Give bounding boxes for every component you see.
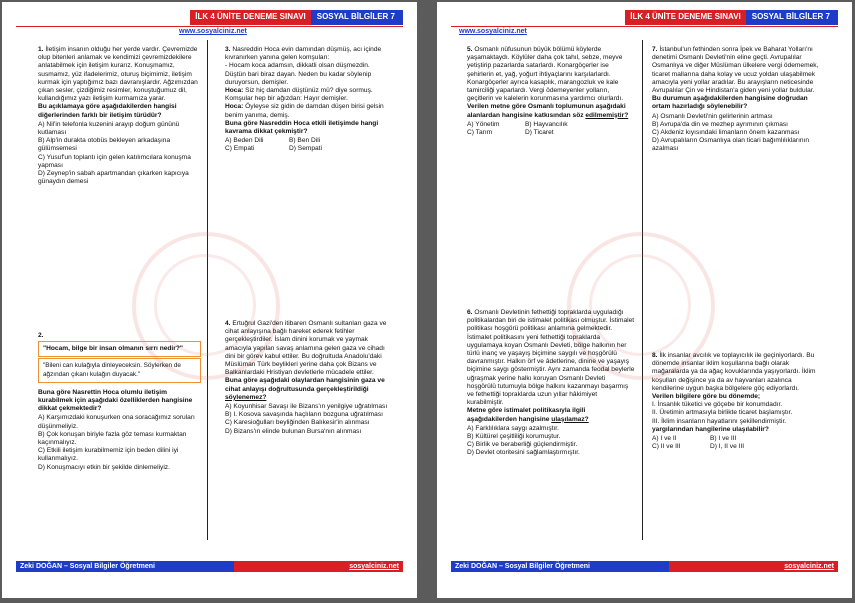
option-b[interactable]: B) Alp'in durakta otobüs bekleyen arkadaşına gülümsemesi	[38, 137, 171, 153]
option-c[interactable]: C) Tarım	[467, 129, 493, 137]
question-text: Osmanlı nüfusunun büyük bölümü köylerde yaşamaktaydı. Köylüler daha çok tahıl, sebze, meyve yetiştirip pazarlarda satarlardı. Konargöçerler ise şehirlerin et, yağ, yoğurt ihtiyaçlarını karşılarlardı. Konargöçerler ayrıca kasaplık, marangozluk ve kale tamirciliği yaparlardı. Vergi ödemeyenler yolların, geçitlerin ve kalelerin korunmasına yardımcı olurlardı.	[467, 46, 624, 103]
site-link[interactable]: www.sosyalciniz.net	[459, 28, 527, 35]
statement-item: I. İnsanlık tüketici ve göçebe bir konumdadır.	[652, 401, 783, 409]
options-list	[225, 137, 388, 153]
question-prompt	[467, 103, 633, 119]
option-d[interactable]: D) Konuşmacıyı etkin bir şekilde dinlemeliyiz.	[38, 463, 170, 471]
question-number: 1.	[38, 46, 44, 53]
option-d[interactable]: D) Ticaret	[525, 129, 554, 137]
option-b[interactable]: B) I. Kosova savaşında haçlıların bozguna uğratılması	[225, 411, 383, 419]
statement-item: III. İklim insanların hayatlarını şekillendirmiştir.	[652, 417, 787, 425]
statement-item: II. Üretimin artmasıyla birlikte ticaret başlamıştır.	[652, 409, 793, 417]
option-a[interactable]: A) Osmanlı Devleti'nin gelirlerinin artması	[652, 112, 773, 120]
footer-site-link[interactable]: sosyalciniz.net	[669, 561, 838, 572]
option-c[interactable]: C) II ve III	[652, 443, 681, 451]
option-c[interactable]: C) Etkili iletişim kurabilmemiz için beden dilini iyi kullanmalıyız.	[38, 447, 179, 463]
given-statement: Verilen bilgilere göre bu dönemde;	[652, 393, 761, 401]
footer-author: Zeki DOĞAN – Sosyal Bilgiler Öğretmeni	[16, 561, 240, 572]
option-c[interactable]: C) Empati	[225, 145, 255, 153]
option-b[interactable]: B) Ben Dili	[289, 137, 321, 145]
question-prompt-emphasis: edilmemiştir?	[585, 111, 629, 119]
question-text: Ertuğrul Gazi'den itibaren Osmanlı sultanları gaza ve cihat anlayışına bağlı hareket ederek fetihler gerçekleştirdiler. İslam dinini korumak ve yaymak amacıyla yapılan savaş anlamına gelen gaza ve cihadı dini bir görev kabul ettiler. Bu doğrultuda Anadolu'daki Müslüman Türk beylikleri yerine daha çok Bizans ve Balkanlardaki Hristiyan devletlerle mücadele ettiler.	[225, 320, 387, 377]
options-list	[467, 121, 633, 137]
option-d[interactable]: D) I, II ve III	[710, 443, 745, 451]
question-text-line: - Hocam koca adamsın, dikkatli olsan düşmezdin. Düştün bari biraz dayan. Neden bu kadar söylenip duruyorsun, demişler.	[225, 62, 372, 86]
question-6	[467, 309, 635, 458]
neighbors-text: Komşular hep bir ağızdan: Hayır demişler.	[225, 95, 348, 103]
question-prompt: Bu durumun aşağıdakilerden hangisine doğrudan ortam hazırladığı söylenebilir?	[652, 95, 808, 111]
question-prompt: yargılarından hangilerine ulaşılabilir?	[652, 425, 769, 433]
question-prompt: Buna göre Nasreddin Hoca etkili iletişimde hangi kavrama dikkat çekmiştir?	[225, 119, 379, 136]
page-footer	[16, 561, 403, 572]
question-prompt: Buna göre Nasrettin Hoca olumlu iletişim kurabilmek için aşağıdaki özelliklerden hangisine dikkat çekmektedir?	[38, 388, 193, 413]
option-a[interactable]: A) Karşımızdaki konuşurken ona soracağımız soruları düşünmeliyiz.	[38, 414, 195, 430]
question-text: İstanbul'un fethinden sonra İpek ve Baharat Yolları'nı denetimi Osmanlı Devleti'nin eline geçti. Avrupalılar Osmanlıya ve diğer Müslüman ülkelere vergi ödememek, ticaret mallarına daha kolay ve ucuz yoldan ulaşabilmek amacıyla yeni yollar aradılar. Bu arayışların neticesinde Avrupalılar Çin ve Hindistan'a giden yeni yollar buldular.	[652, 46, 819, 95]
option-b[interactable]: B) Hayvancılık	[525, 120, 568, 128]
option-a[interactable]: A) Nil'in telefonla kuzenini arayıp doğum gününü kutlaması	[38, 120, 180, 137]
question-8	[652, 352, 822, 451]
option-a[interactable]: A) Koyunhisar Savaşı ile Bizans'ın yenilgiye uğratılması	[225, 403, 388, 411]
question-number: 8.	[652, 352, 658, 359]
page-footer	[451, 561, 838, 572]
question-5	[467, 46, 633, 137]
question-prompt-text: Buna göre aşağıdaki olaylardan hangisinin gaza ve cihat anlayışı doğrultusunda gerçekleştirildiği	[225, 377, 385, 393]
header-rule	[16, 26, 403, 27]
options-list	[467, 425, 635, 458]
question-text: İletişim insanın olduğu her yerde vardır. Çevremizde olup bitenleri anlamak ve kendimizi çevremizdekilere anlatabilmek için iletişim kurarız. Konuşmamız, susmamız, yüz ifadelerimiz, oturuş biçimimiz, iletişim kurmak için yaptığımız bazı davranışlardır. Ağzımızdan çıkan sesler, çizdiğimiz resimler, konuştuğumuz dil, kullandığımız yazı iletişim kurmamıza yarar.	[38, 46, 198, 103]
option-b[interactable]: B) Avrupa'da din ve mezhep ayrımının çıkması	[652, 120, 789, 128]
option-b[interactable]: B) Çok konuşan biriyle fazla göz teması kurmaktan kaçınmalıyız.	[38, 430, 187, 447]
option-a[interactable]: A) I ve II	[652, 435, 677, 443]
subject-label: SOSYAL BİLGİLER 7	[746, 10, 838, 25]
question-text-line: Nasreddin Hoca evin damından düşmüş, acı içinde kıvranırken yanına gelen komşuları:	[225, 46, 382, 62]
question-3	[225, 46, 388, 154]
options-list	[652, 113, 824, 154]
option-a[interactable]: A) Farklılıklara saygı azalmıştır.	[467, 424, 559, 432]
question-7	[652, 46, 824, 154]
option-c[interactable]: C) Birlik ve beraberliği güçlendirmiştir.	[467, 441, 578, 449]
site-link[interactable]: www.sosyalciniz.net	[179, 28, 247, 35]
question-prompt	[467, 407, 635, 423]
question-prompt	[225, 377, 388, 402]
question-4	[225, 320, 388, 436]
page-header	[625, 10, 838, 25]
header-rule	[451, 26, 838, 27]
question-number: 4.	[225, 320, 231, 327]
question-prompt-text: Metne göre istimalet politikasıyla ilgili aşağıdakilerden hangisine	[467, 407, 586, 423]
option-c[interactable]: C) Yusuf'un toplantı için gelen katılımcılara konuşma yapması	[38, 153, 191, 169]
question-prompt-emphasis: ulaşılamaz?	[551, 415, 589, 423]
question-text: İlk insanlar avcılık ve toplayıcılık ile geçiniyorlardı. Bu dönemde insanlar iklim koşullarına bağlı olarak mağaralarda ya da ağaç kovuklarında yaşıyorlardı. İklim koşulları değişince ya da av hayvanları azalınca kendilerine uygun başka bölgelere göç ediyorlardı.	[652, 352, 816, 392]
options-list	[38, 121, 198, 187]
option-b[interactable]: B) Kültürel çeşitliliği korumuştur.	[467, 433, 561, 441]
page-header	[190, 10, 403, 25]
option-b[interactable]: B) I ve III	[710, 435, 737, 443]
exam-page-left	[2, 2, 417, 598]
question-number: 7.	[652, 46, 658, 53]
speaker-label: Hoca:	[225, 87, 244, 95]
question-1	[38, 46, 198, 186]
option-c[interactable]: C) Karesioğulları beyliğinden Balıkesir'in alınması	[225, 419, 370, 427]
question-number: 3.	[225, 46, 231, 53]
exam-title: İLK 4 ÜNİTE DENEME SINAVI	[625, 10, 746, 25]
options-list	[225, 403, 388, 436]
question-number: 2.	[38, 332, 44, 339]
exam-title: İLK 4 ÜNİTE DENEME SINAVI	[190, 10, 311, 25]
question-prompt-text: Verilen metne göre Osmanlı toplumunun aşağıdaki alanlardan hangisine katkısından söz	[467, 103, 626, 119]
options-list	[38, 414, 201, 471]
subject-label: SOSYAL BİLGİLER 7	[311, 10, 403, 25]
options-list	[652, 435, 822, 451]
answer-box: "Bileni can kulağıyla dinleyeceksin. Söylerken de ağzından çıkanı kulağın duyacak."	[38, 358, 201, 382]
question-number: 6.	[467, 309, 473, 316]
quote-box: "Hocam, bilge bir insan olmanın sırrı nedir?"	[38, 341, 201, 357]
footer-author: Zeki DOĞAN – Sosyal Bilgiler Öğretmeni	[451, 561, 675, 572]
option-c[interactable]: C) Akdeniz kıyısındaki limanların önem kazanması	[652, 129, 800, 137]
question-number: 5.	[467, 46, 473, 53]
speaker-text: Öyleyse siz gidin de damdan düşen birisi gelsin benim yanıma, demiş.	[225, 103, 384, 119]
option-d[interactable]: D) Devlet otoritesini sağlamlaştırmıştır.	[467, 449, 580, 457]
question-prompt: Bu açıklamaya göre aşağıdakilerden hangisi diğerlerinden farklı bir iletişim türüdür?	[38, 103, 177, 119]
question-prompt-emphasis: söylenemez?	[225, 393, 267, 401]
option-a[interactable]: A) Yönetim	[467, 120, 500, 128]
question-2	[38, 332, 201, 472]
footer-site-link[interactable]: sosyalciniz.net	[234, 561, 403, 572]
option-d[interactable]: D) Zeynep'in sabah apartmandan çıkarken kapıcıya günaydın demesi	[38, 170, 189, 186]
option-d[interactable]: D) Bizans'ın elinde bulunan Bursa'nın alınması	[225, 427, 362, 435]
option-a[interactable]: A) Beden Dili	[225, 137, 264, 145]
question-text: Osmanlı Devletinin fethettiği topraklarda uyguladığı politikalardan biri de istimalet politikası olmuştur. İstimalet politikası hoşgörü politikası anlamına gelmektedir. İstimalet politikasını yeni fethettiği topraklarda uygulamaya koyan Osmanlı Devleti, bölge halkının her türlü inanç ve yaşayış biçimine saygılı ve hoşgörülü davranmıştır. Halkın örf ve âdetlerine, dinine ve yaşayış biçimine saygı göstermiştir. Aynı zamanda feodal beylerle uğraşmak yerine halkı koruyan Osmanlı Devleti hoşgörülü tutumuyla bölge halkını kazanmayı başarmış ve fethettiği topraklarda uzun yıllar hâkimiyet kurabilmiştir.	[467, 309, 635, 407]
speaker-text: Siz hiç damdan düştünüz mü? diye sormuş.	[245, 87, 373, 95]
option-d[interactable]: D) Avrupalıların Osmanlıya olan ticari bağımlılıklarının azalması	[652, 137, 810, 153]
speaker-label: Hoca:	[225, 103, 244, 111]
exam-page-right	[437, 2, 852, 598]
option-d[interactable]: D) Sempati	[289, 145, 322, 153]
